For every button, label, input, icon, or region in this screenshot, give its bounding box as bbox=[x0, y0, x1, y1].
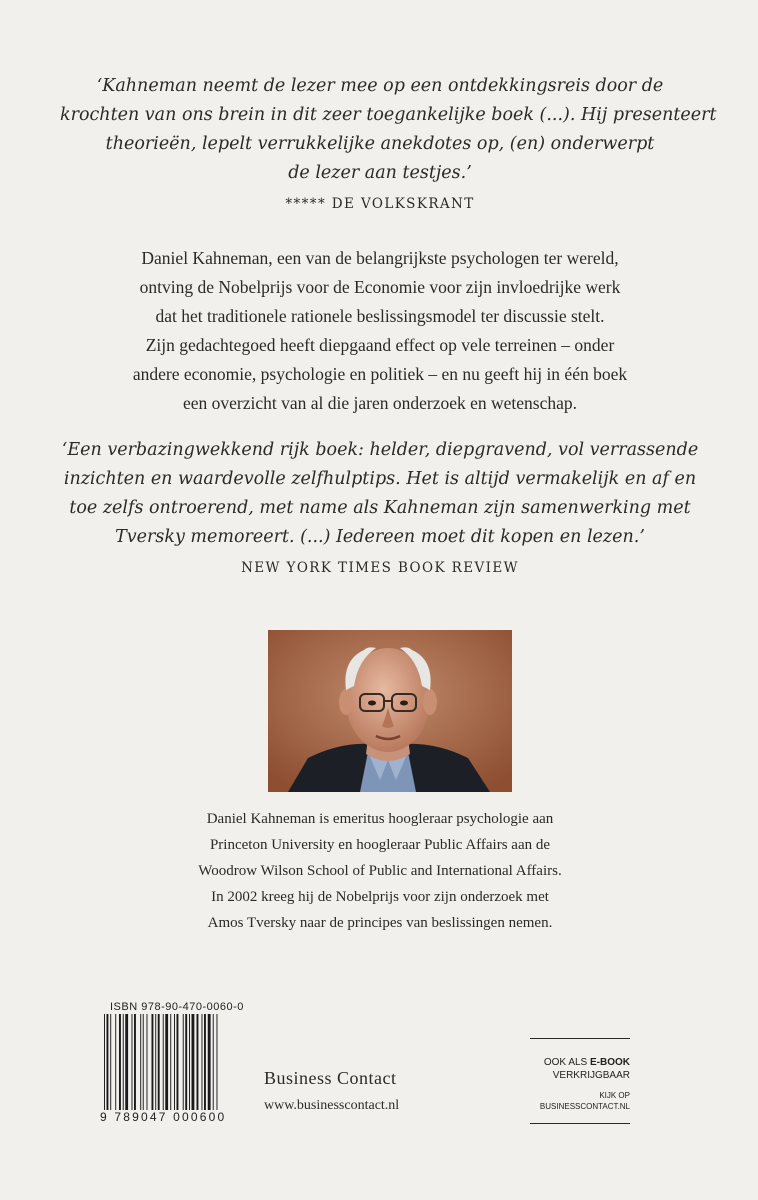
description-line: een overzicht van al die jaren onderzoek en wetenschap. bbox=[182, 393, 578, 413]
nyt-source: NEW YORK TIMES BOOK REVIEW bbox=[241, 560, 519, 576]
barcode bbox=[104, 1014, 252, 1110]
book-description bbox=[60, 244, 700, 418]
quote-line: ‘Kahneman neemt de lezer mee op een ontdekkingsreis door de bbox=[96, 76, 664, 96]
quote-line: theorieën, lepelt verrukkelijke anekdotes op, (en) onderwerpt bbox=[105, 134, 655, 154]
description-line: andere economie, psychologie en politiek – en nu geeft hij in één boek bbox=[132, 364, 628, 384]
ebook-line-4: BUSINESSCONTACT.NL bbox=[539, 1102, 630, 1111]
description-line: dat het traditionele rationele beslissingsmodel ter discussie stelt. bbox=[155, 306, 605, 326]
bio-line: Amos Tversky naar de principes van beslissingen nemen. bbox=[207, 915, 553, 931]
ebook-line-3: KIJK OP bbox=[599, 1091, 630, 1100]
quote-line: de lezer aan testjes.’ bbox=[288, 163, 472, 183]
ebook-label: E-BOOK bbox=[590, 1057, 630, 1068]
ebook-line-1 bbox=[530, 1056, 630, 1069]
barcode-digits: 9 789047 000600 bbox=[100, 1110, 227, 1124]
author-photo bbox=[268, 630, 512, 792]
volkskrant-quote bbox=[60, 72, 717, 188]
description-line: Zijn gedachtegoed heeft diepgaand effect op vele terreinen – onder bbox=[145, 335, 615, 355]
ebook-notice bbox=[530, 1038, 630, 1124]
quote-line: ‘Een verbazingwekkend rijk boek: helder, diepgravend, vol verrassende bbox=[61, 440, 699, 460]
bio-line: Woodrow Wilson School of Public and International Affairs. bbox=[198, 863, 562, 879]
quote-line: inzichten en waardevolle zelfhulptips. Het is altijd vermakelijk en af en bbox=[63, 469, 697, 489]
quote-line: Tversky memoreert. (...) Iedereen moet dit kopen en lezen.’ bbox=[115, 527, 645, 547]
author-portrait-image bbox=[268, 630, 512, 792]
volkskrant-source: ***** DE VOLKSKRANT bbox=[285, 196, 475, 212]
ebook-prefix: OOK ALS bbox=[543, 1057, 590, 1068]
quote-line: toe zelfs ontroerend, met name als Kahneman zijn samenwerking met bbox=[69, 498, 691, 518]
description-line: Daniel Kahneman, een van de belangrijkste psychologen ter wereld, bbox=[141, 248, 619, 268]
publisher-url: www.businesscontact.nl bbox=[264, 1098, 400, 1113]
author-bio bbox=[60, 806, 700, 936]
bio-line: Princeton University en hoogleraar Public Affairs aan de bbox=[209, 837, 551, 853]
description-line: ontving de Nobelprijs voor de Economie voor zijn invloedrijke werk bbox=[139, 277, 621, 297]
bio-line: Daniel Kahneman is emeritus hoogleraar psychologie aan bbox=[206, 811, 554, 827]
quote-line: krochten van ons brein in dit zeer toegankelijke boek (...). Hij presenteert bbox=[60, 105, 717, 125]
publisher-name: Business Contact bbox=[264, 1068, 397, 1088]
ebook-line-2: VERKRIJGBAAR bbox=[552, 1070, 630, 1081]
isbn-label: ISBN 978-90-470-0060-0 bbox=[110, 1001, 244, 1013]
nyt-quote bbox=[60, 436, 700, 552]
bio-line: In 2002 kreeg hij de Nobelprijs voor zijn onderzoek met bbox=[211, 889, 549, 905]
